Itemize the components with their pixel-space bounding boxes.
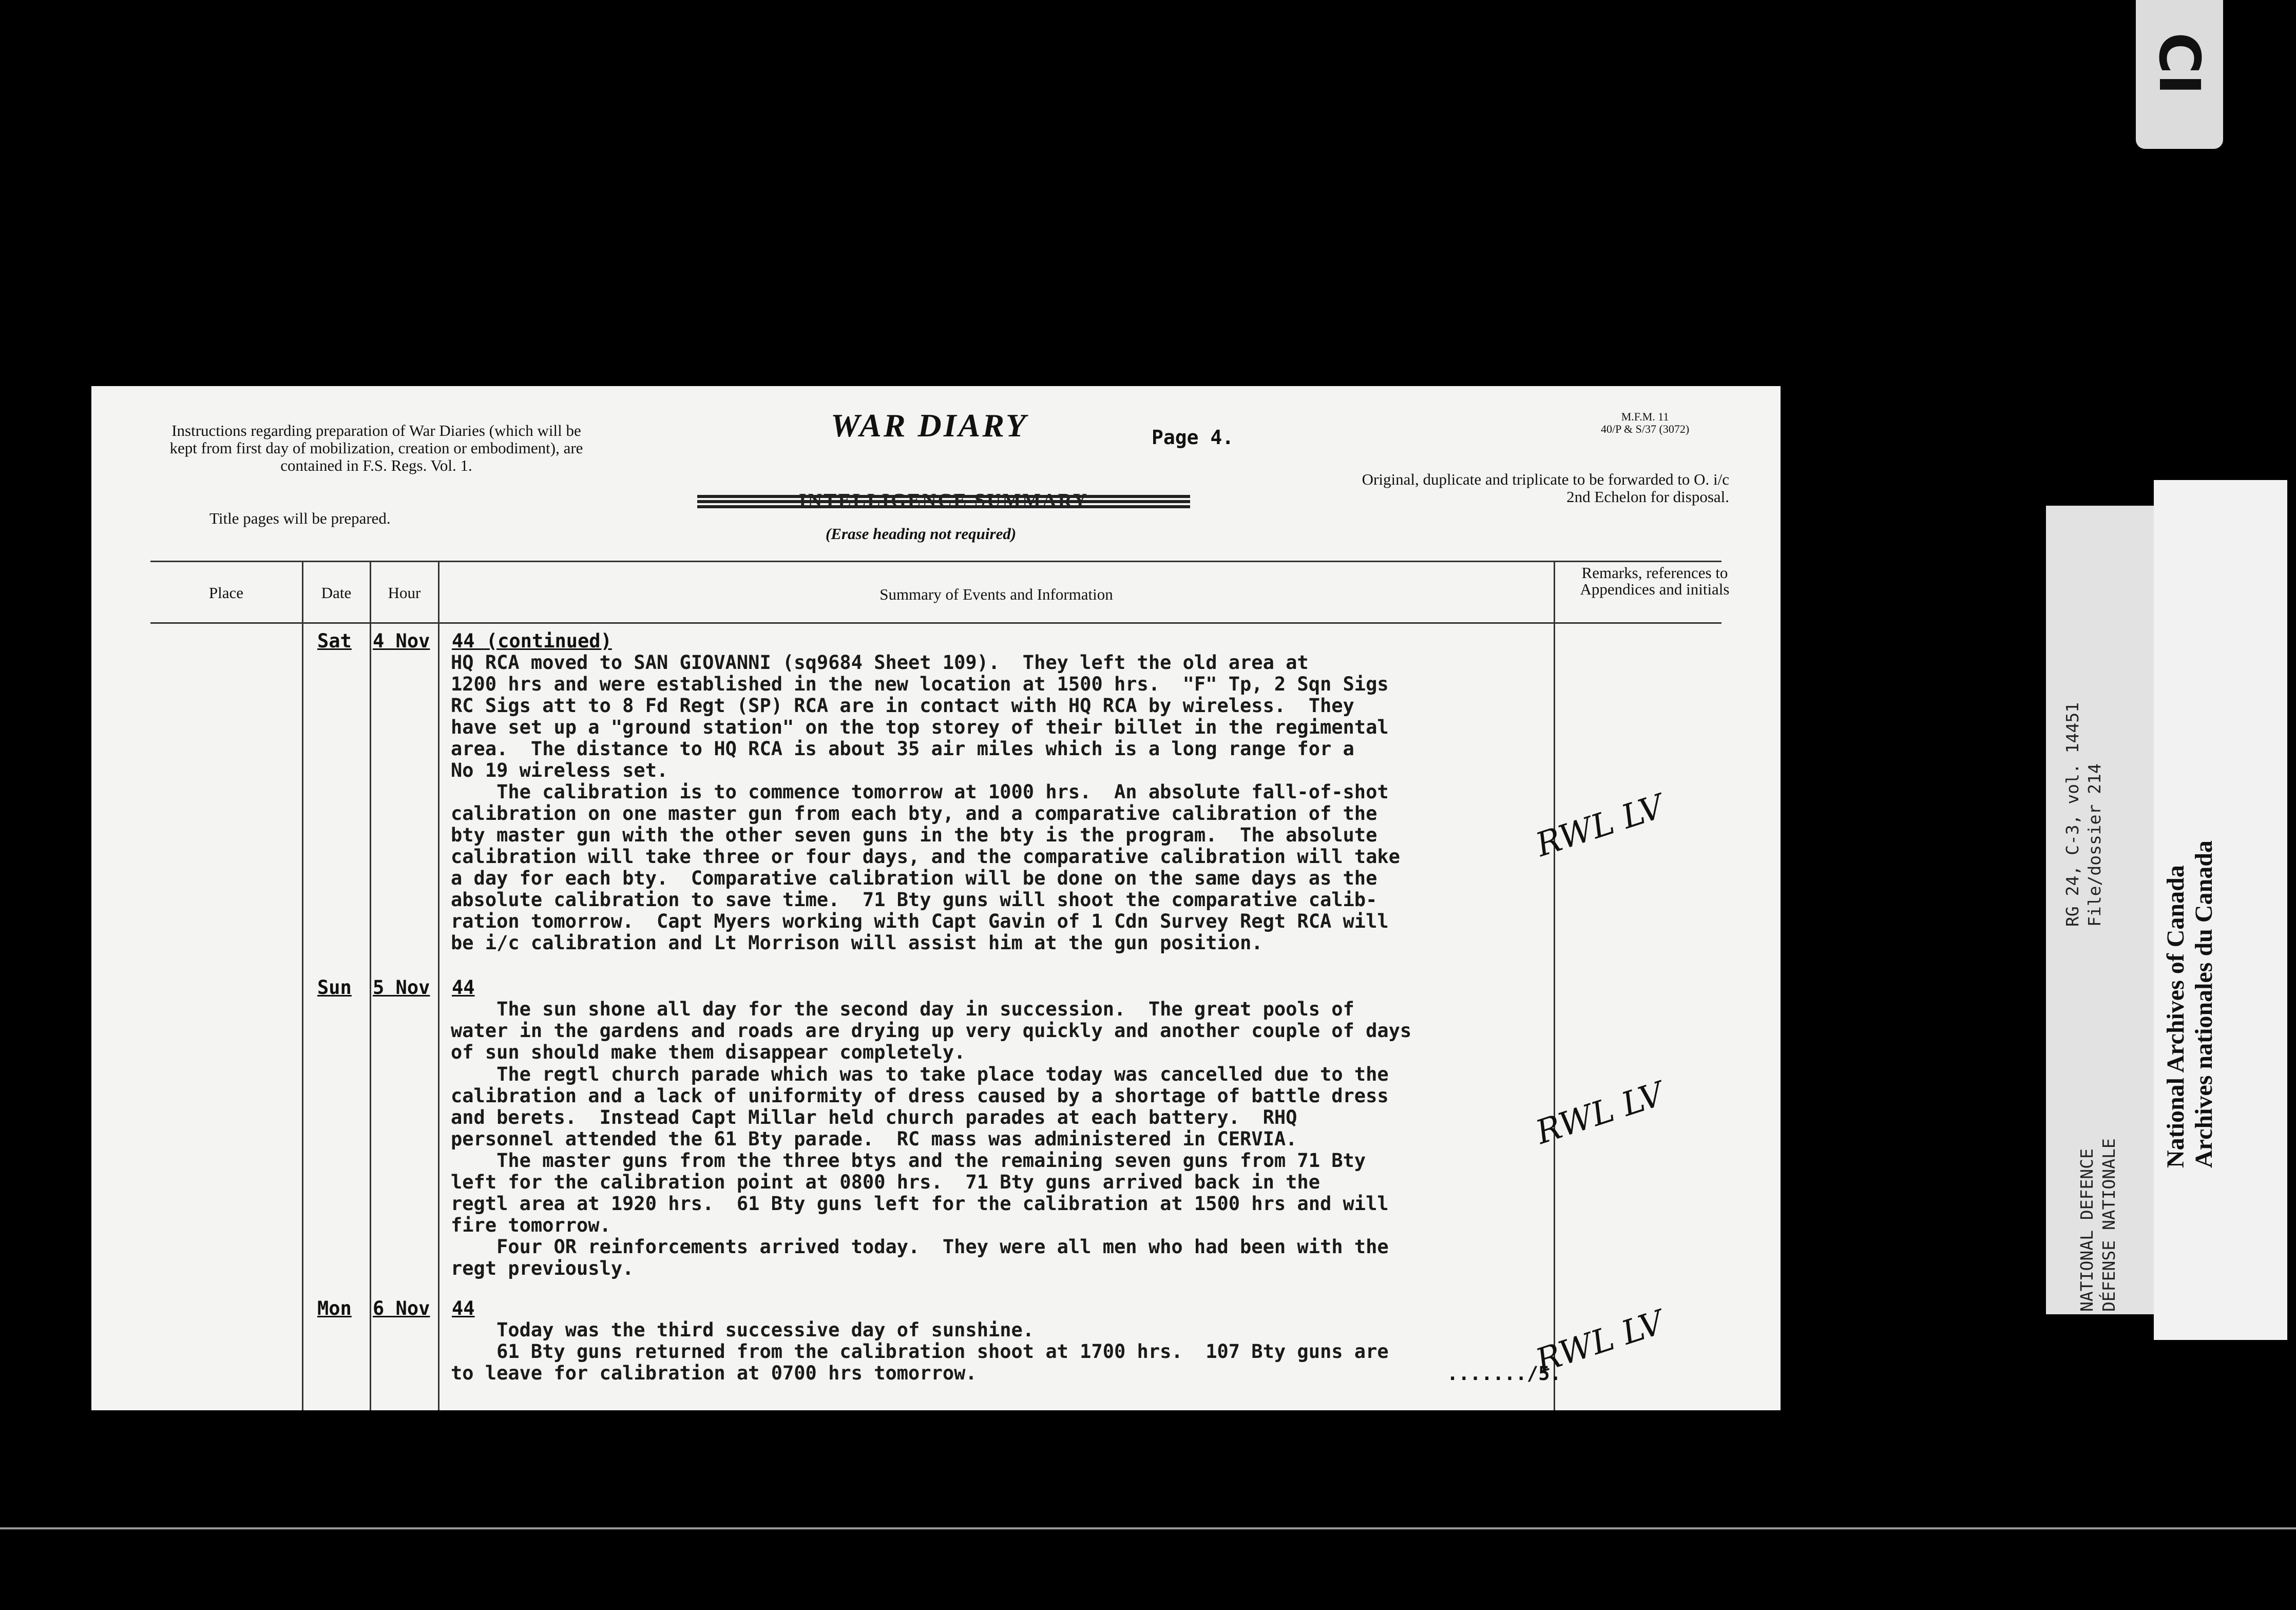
archive-reference-label	[2046, 506, 2154, 1314]
entry-day: Sun	[317, 976, 352, 999]
column-header-summary: Summary of Events and Information	[879, 585, 1113, 603]
entry-paragraph: The master guns from the three btys and the remaining seven guns from 71 Bty left for the calibration point at 0800 hrs. 71 Bty guns arrived back in the regtl area at 1920 hrs. 61 Bty guns left for the calibration at 1500 hrs and will fire tomorrow.	[451, 1149, 1389, 1236]
distribution-note: Original, duplicate and triplicate to be forwarded to O. i/c 2nd Echelon for disposal.	[1362, 470, 1729, 506]
erase-heading-note: (Erase heading not required)	[826, 525, 1017, 543]
defence-label-en: NATIONAL DEFENCE	[2077, 1148, 2097, 1312]
entry-date: 4 Nov	[373, 630, 430, 652]
strike-line	[697, 505, 1190, 508]
entry-day: Sat	[317, 630, 352, 652]
archive-label-strip	[2046, 506, 2287, 1314]
archive-reference-line1: RG 24, C-3, vol. 14451	[2062, 702, 2082, 927]
entry-year: 44	[452, 976, 475, 999]
page-number: Page 4.	[1152, 426, 1234, 449]
column-divider	[370, 561, 371, 1410]
scanner-edge-line	[0, 1527, 2296, 1529]
column-header-remarks: Remarks, references to Appendices and initials	[1580, 564, 1730, 598]
entry-paragraph: The sun shone all day for the second day in succession. The great pools of water in the gardens and roads are drying up very quickly and another couple of days of sun should make them disappear completely.	[451, 998, 1412, 1063]
archives-name-en: National Archives of Canada	[2162, 865, 2189, 1168]
strike-line	[697, 500, 1190, 503]
entry-initials: RWL LV	[1531, 1075, 1669, 1152]
column-header-place: Place	[208, 584, 244, 602]
entry-paragraph: The calibration is to commence tomorrow at 1000 hrs. An absolute fall-of-shot calibration on one master gun from each bty, and a comparative calibration of the bty master gun with the other seven guns in the bty is the program. The absolute calibration will take three or four days, and the comparative calibration will take a day for each bty. Comparative calibration will be done on the same days as the absolute calibration to save time. 71 Bty guns will shoot the comparative calib- ration tomorrow. Capt Myers working with Capt Gavin of 1 Cdn Survey Regt RCA will be i/c calibration and Lt Morrison will assist him at the gun position.	[451, 781, 1400, 954]
entry-initials: RWL LV	[1531, 788, 1669, 865]
strike-line	[697, 495, 1190, 498]
form-code-line1: M.F.M. 11	[1621, 410, 1669, 423]
form-title: WAR DIARY	[831, 407, 1028, 444]
entry-year: 44	[452, 1297, 475, 1319]
entry-initials: RWL LV	[1531, 1304, 1669, 1381]
entry-paragraph: The regtl church parade which was to take place today was cancelled due to the calibration and a lack of uniformity of dress caused by a shortage of battle dress and berets. Instead Capt Millar held church parades at each battery. RHQ personnel attended the 61 Bty parade. RC mass was administered in CERVIA.	[451, 1063, 1389, 1150]
entry-paragraph: HQ RCA moved to SAN GIOVANNI (sq9684 Sheet 109). They left the old area at 1200 hrs and were established in the new location at 1500 hrs. "F" Tp, 2 Sqn Sigs RC Sigs att to 8 Fd Regt (SP) RCA are in contact with HQ RCA by wireless. They have set up a "ground station" on the top storey of their billet in the regimental area. The distance to HQ RCA is about 35 air miles which is a long range for a No 19 wireless set.	[451, 651, 1389, 781]
crossed-out-heading	[697, 489, 1190, 512]
entry-date: 5 Nov	[373, 976, 430, 999]
form-code	[1601, 411, 1689, 435]
entry-paragraph: Today was the third successive day of sunshine. 61 Bty guns returned from the calibration shoot at 1700 hrs. 107 Bty guns are to leave for calibration at 0700 hrs tomorrow.	[451, 1319, 1389, 1384]
archive-tab	[2136, 0, 2223, 149]
column-header-date: Date	[321, 584, 352, 602]
entry-day: Mon	[317, 1297, 352, 1319]
column-divider	[438, 561, 439, 1410]
column-divider	[302, 561, 303, 1410]
defence-label-fr: DÉFENSE NATIONALE	[2099, 1138, 2119, 1312]
continuation-marker: ......./5.	[1447, 1363, 1561, 1385]
form-code-line2: 40/P & S/37 (3072)	[1601, 423, 1690, 435]
title-pages-note: Title pages will be prepared.	[209, 509, 391, 527]
war-diary-page	[91, 386, 1781, 1410]
table-top-border	[150, 561, 1721, 562]
entry-paragraph: Four OR reinforcements arrived today. They were all men who had been with the regt previously.	[451, 1236, 1389, 1279]
entry-year: 44 (continued)	[452, 630, 612, 652]
archive-tab-code: CI	[2147, 32, 2212, 95]
table-header-border	[150, 622, 1721, 624]
column-header-hour: Hour	[388, 584, 421, 602]
instructions-note: Instructions regarding preparation of War Diaries (which will be kept from first day of mobilization, creation or embodiment), are contained in F.S. Regs. Vol. 1.	[169, 421, 583, 474]
archive-reference-line2: File/dossier 214	[2084, 763, 2104, 927]
entry-date: 6 Nov	[373, 1297, 430, 1319]
archives-name-fr: Archives nationales du Canada	[2190, 840, 2217, 1168]
